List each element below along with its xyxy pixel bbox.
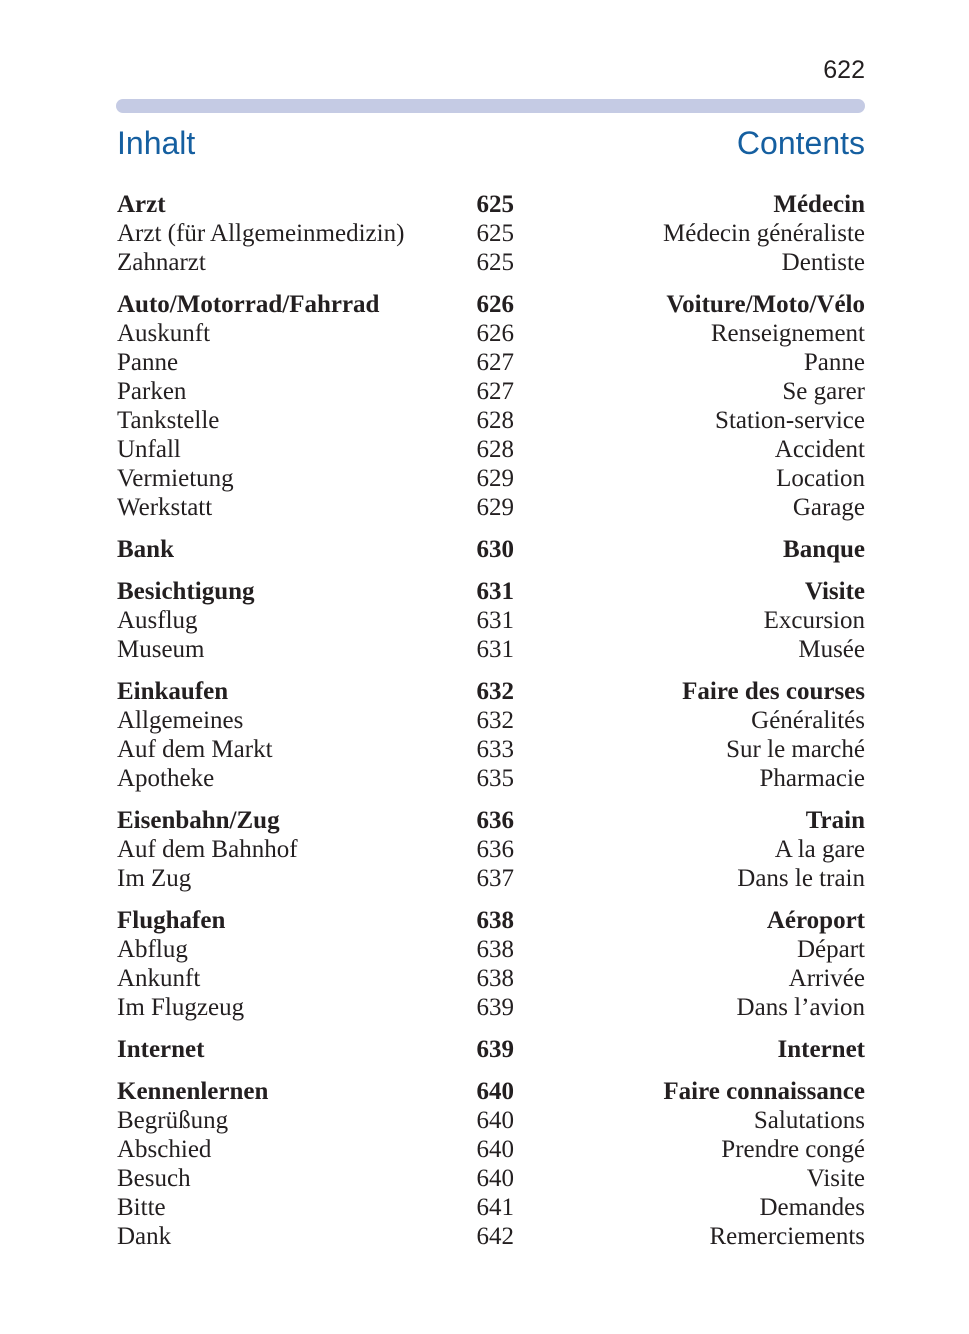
entry-german: Ausflug bbox=[117, 607, 198, 634]
toc-section bbox=[117, 290, 865, 522]
toc-section-heading[interactable] bbox=[117, 535, 865, 564]
toc-entry[interactable] bbox=[117, 377, 865, 406]
entry-german: Tankstelle bbox=[117, 407, 220, 434]
entry-german: Bank bbox=[117, 536, 174, 563]
toc-section-heading[interactable] bbox=[117, 577, 865, 606]
entry-french: Dans le train bbox=[737, 865, 865, 892]
toc-entry[interactable] bbox=[117, 964, 865, 993]
entry-german: Im Flugzeug bbox=[117, 994, 245, 1021]
toc-section-heading[interactable] bbox=[117, 806, 865, 835]
entry-german: Arzt bbox=[117, 191, 166, 218]
entry-french: Excursion bbox=[763, 607, 865, 634]
entry-page-number: 627 bbox=[476, 378, 514, 405]
entry-french: Garage bbox=[792, 494, 865, 521]
toc-entry[interactable] bbox=[117, 406, 865, 435]
entry-page-number: 626 bbox=[476, 291, 514, 318]
entry-german: Auf dem Markt bbox=[117, 736, 273, 763]
entry-page-number: 628 bbox=[476, 407, 514, 434]
entry-german: Auf dem Bahnhof bbox=[117, 836, 298, 863]
entry-german: Museum bbox=[117, 636, 205, 663]
toc-section bbox=[117, 577, 865, 664]
toc-entry[interactable] bbox=[117, 1222, 865, 1251]
entry-german: Werkstatt bbox=[117, 494, 213, 521]
entry-german: Arzt (für Allgemeinmedizin) bbox=[117, 220, 405, 247]
entry-french: Visite bbox=[804, 578, 865, 605]
toc-section-heading[interactable] bbox=[117, 906, 865, 935]
entry-french: Arrivée bbox=[788, 965, 865, 992]
entry-french: Accident bbox=[774, 436, 865, 463]
entry-german: Kennenlernen bbox=[117, 1078, 269, 1105]
entry-german: Ankunft bbox=[117, 965, 201, 992]
entry-page-number: 633 bbox=[476, 736, 514, 763]
entry-french: Voiture/Moto/Vélo bbox=[666, 291, 865, 318]
toc-section bbox=[117, 1077, 865, 1251]
entry-page-number: 630 bbox=[476, 536, 514, 563]
toc-section-heading[interactable] bbox=[117, 1035, 865, 1064]
toc-entry[interactable] bbox=[117, 864, 865, 893]
entry-french: Aéroport bbox=[766, 907, 865, 934]
entry-french: Visite bbox=[806, 1165, 865, 1192]
page-number: 622 bbox=[823, 56, 865, 84]
entry-page-number: 637 bbox=[476, 865, 514, 892]
toc-section-heading[interactable] bbox=[117, 1077, 865, 1106]
entry-french: Départ bbox=[796, 936, 865, 963]
entry-german: Besichtigung bbox=[117, 578, 255, 605]
entry-french: Pharmacie bbox=[759, 765, 865, 792]
entry-german: Einkaufen bbox=[117, 678, 229, 705]
entry-german: Apotheke bbox=[117, 765, 215, 792]
entry-page-number: 632 bbox=[476, 707, 514, 734]
toc-entry[interactable] bbox=[117, 635, 865, 664]
toc-entry[interactable] bbox=[117, 1193, 865, 1222]
toc-section-heading[interactable] bbox=[117, 290, 865, 319]
entry-german: Vermietung bbox=[117, 465, 234, 492]
entry-french: Médecin bbox=[773, 191, 865, 218]
entry-german: Eisenbahn/Zug bbox=[117, 807, 280, 834]
entry-page-number: 640 bbox=[476, 1107, 514, 1134]
toc-entry[interactable] bbox=[117, 764, 865, 793]
entry-page-number: 636 bbox=[476, 807, 514, 834]
entry-german: Unfall bbox=[117, 436, 181, 463]
entry-page-number: 625 bbox=[476, 249, 514, 276]
toc-entry[interactable] bbox=[117, 1164, 865, 1193]
entry-page-number: 639 bbox=[476, 994, 514, 1021]
entry-german: Abschied bbox=[117, 1136, 212, 1163]
toc-section bbox=[117, 806, 865, 893]
toc-entry[interactable] bbox=[117, 606, 865, 635]
entry-page-number: 626 bbox=[476, 320, 514, 347]
toc-entry[interactable] bbox=[117, 435, 865, 464]
entry-page-number: 640 bbox=[476, 1165, 514, 1192]
entry-french: Se garer bbox=[782, 378, 865, 405]
entry-page-number: 625 bbox=[476, 191, 514, 218]
entry-french: Location bbox=[776, 465, 865, 492]
entry-page-number: 640 bbox=[476, 1136, 514, 1163]
entry-french: Renseignement bbox=[710, 320, 865, 347]
entry-german: Allgemeines bbox=[117, 707, 244, 734]
entry-page-number: 636 bbox=[476, 836, 514, 863]
entry-page-number: 631 bbox=[476, 636, 514, 663]
toc-entry[interactable] bbox=[117, 1135, 865, 1164]
entry-page-number: 638 bbox=[476, 965, 514, 992]
toc-section bbox=[117, 906, 865, 1022]
toc-section bbox=[117, 535, 865, 564]
entry-page-number: 639 bbox=[476, 1036, 514, 1063]
entry-page-number: 641 bbox=[476, 1194, 514, 1221]
toc-entry[interactable] bbox=[117, 735, 865, 764]
title-french: Contents bbox=[736, 125, 865, 161]
toc-section bbox=[117, 190, 865, 277]
toc-entry[interactable] bbox=[117, 248, 865, 277]
entry-french: Demandes bbox=[759, 1194, 865, 1221]
entry-page-number: 632 bbox=[476, 678, 514, 705]
entry-french: Faire connaissance bbox=[663, 1078, 865, 1105]
toc-entry[interactable] bbox=[117, 706, 865, 735]
entry-french: Internet bbox=[777, 1036, 865, 1063]
entry-german: Abflug bbox=[117, 936, 188, 963]
entry-french: Musée bbox=[798, 636, 865, 663]
entry-page-number: 631 bbox=[476, 607, 514, 634]
entry-german: Auto/Motorrad/Fahrrad bbox=[117, 291, 380, 318]
entry-german: Im Zug bbox=[117, 865, 192, 892]
entry-german: Panne bbox=[117, 349, 179, 376]
entry-french: Panne bbox=[803, 349, 865, 376]
entry-page-number: 631 bbox=[476, 578, 514, 605]
entry-french: Prendre congé bbox=[721, 1136, 865, 1163]
entry-page-number: 625 bbox=[476, 220, 514, 247]
entry-french: A la gare bbox=[774, 836, 865, 863]
toc-entry[interactable] bbox=[117, 348, 865, 377]
entry-french: Sur le marché bbox=[726, 736, 865, 763]
toc-section-heading[interactable] bbox=[117, 190, 865, 219]
entry-french: Banque bbox=[783, 536, 865, 563]
entry-page-number: 642 bbox=[476, 1223, 514, 1250]
entry-page-number: 629 bbox=[476, 465, 514, 492]
toc-entry[interactable] bbox=[117, 1106, 865, 1135]
toc-section bbox=[117, 677, 865, 793]
entry-page-number: 640 bbox=[476, 1078, 514, 1105]
entry-french: Train bbox=[805, 807, 865, 834]
title-german: Inhalt bbox=[117, 125, 196, 161]
entry-french: Station-service bbox=[715, 407, 865, 434]
entry-french: Dans l’avion bbox=[736, 994, 865, 1021]
header-bar bbox=[116, 99, 865, 113]
toc-section bbox=[117, 1035, 865, 1064]
entry-page-number: 628 bbox=[476, 436, 514, 463]
entry-page-number: 629 bbox=[476, 494, 514, 521]
entry-german: Begrüßung bbox=[117, 1107, 229, 1134]
entry-page-number: 635 bbox=[476, 765, 514, 792]
entry-german: Zahnarzt bbox=[117, 249, 206, 276]
entry-page-number: 638 bbox=[476, 907, 514, 934]
entry-german: Besuch bbox=[117, 1165, 191, 1192]
entry-german: Internet bbox=[117, 1036, 205, 1063]
entry-page-number: 638 bbox=[476, 936, 514, 963]
toc-entry[interactable] bbox=[117, 219, 865, 248]
entry-french: Dentiste bbox=[781, 249, 865, 276]
entry-page-number: 627 bbox=[476, 349, 514, 376]
entry-french: Généralités bbox=[751, 707, 865, 734]
entry-german: Auskunft bbox=[117, 320, 211, 347]
toc-entry[interactable] bbox=[117, 493, 865, 522]
toc-entry[interactable] bbox=[117, 935, 865, 964]
entry-german: Parken bbox=[117, 378, 187, 405]
entry-french: Médecin généraliste bbox=[663, 220, 865, 247]
toc-entry[interactable] bbox=[117, 464, 865, 493]
entry-german: Flughafen bbox=[117, 907, 226, 934]
toc-entry[interactable] bbox=[117, 993, 865, 1022]
table-of-contents bbox=[117, 190, 865, 1264]
toc-section-heading[interactable] bbox=[117, 677, 865, 706]
entry-french: Faire des courses bbox=[682, 678, 865, 705]
toc-entry[interactable] bbox=[117, 319, 865, 348]
entry-german: Dank bbox=[117, 1223, 172, 1250]
entry-french: Salutations bbox=[753, 1107, 865, 1134]
toc-entry[interactable] bbox=[117, 835, 865, 864]
entry-german: Bitte bbox=[117, 1194, 166, 1221]
entry-french: Remerciements bbox=[709, 1223, 865, 1250]
